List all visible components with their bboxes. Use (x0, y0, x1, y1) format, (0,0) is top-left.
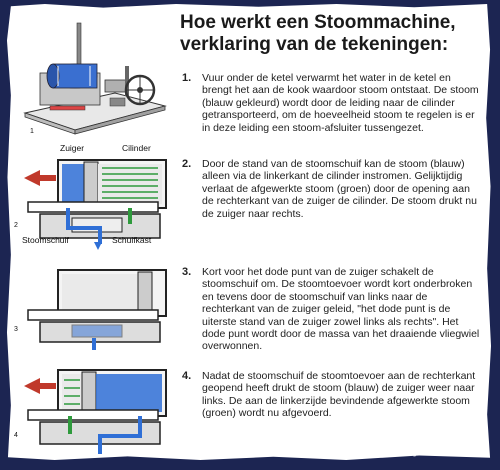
title-line-2: verklaring van de tekeningen: (180, 34, 449, 55)
title-line-1: Hoe werkt een Stoommachine, (180, 12, 456, 33)
item-number: 2. (182, 158, 192, 170)
figure-number-3: 3 (14, 326, 18, 333)
item-text: Vuur onder de ketel verwarmt het water in de ketel en brengt het aan de kook waardoor stoom ontstaat. De stoom (blauw gekleurd) wordt door de leiding naar de cilinder getransporteerd, om de hoeveelheid stoom te regelen is er in deze leiding een stoom-afsluiter tussengezet. (202, 72, 479, 134)
item-number: 3. (182, 266, 192, 278)
cylinder-diagram-4 (10, 362, 175, 458)
steam-engine-illustration (20, 18, 170, 136)
figure-number-4: 4 (14, 432, 18, 439)
watermark: mijnalbum.nl (398, 442, 481, 457)
figure-number-2: 2 (14, 222, 18, 229)
item-text: Nadat de stoomschuif de stoomtoevoer aan de rechterkant geopend heeft drukt de stoom (blauw) de zuiger weer naar links. De aan de linkerzijde bevindende afgewerkte stoom (groen) wordt nu afgevoerd. (202, 370, 476, 420)
label-zuiger: Zuiger (60, 143, 85, 153)
item-text: Door de stand van de stoomschuif kan de stoom (blauw) alleen via de linkerkant de cilinder instromen. Gelijktijdig verlaat de afgewerkte stoom (groen) door de opening aan de rechterkant van de zuiger de cilinder. De stoom drukt nu de zuiger naar rechts. (202, 158, 477, 220)
cylinder-diagram-3 (10, 262, 175, 354)
item-text: Kort voor het dode punt van de zuiger schakelt de stoomschuif om. De stoomtoevoer wordt kort onderbroken en tevens door de stoomschuif van links naar de rechterkant van de zuiger geleid, "het dode punt is de uiterste stand van de zuiger zowel links als rechts". Het dode punt wordt door de massa van het draaiende vliegwiel overwonnen. (202, 266, 480, 353)
figure-number-1: 1 (30, 128, 34, 135)
item-number: 1. (182, 72, 192, 84)
label-stoomschuif: Stoomschuif (22, 235, 69, 245)
label-schuifkast: Schuifkast (112, 235, 152, 245)
item-number: 4. (182, 370, 192, 382)
page-title (180, 12, 480, 56)
label-cilinder: Cilinder (122, 143, 151, 153)
